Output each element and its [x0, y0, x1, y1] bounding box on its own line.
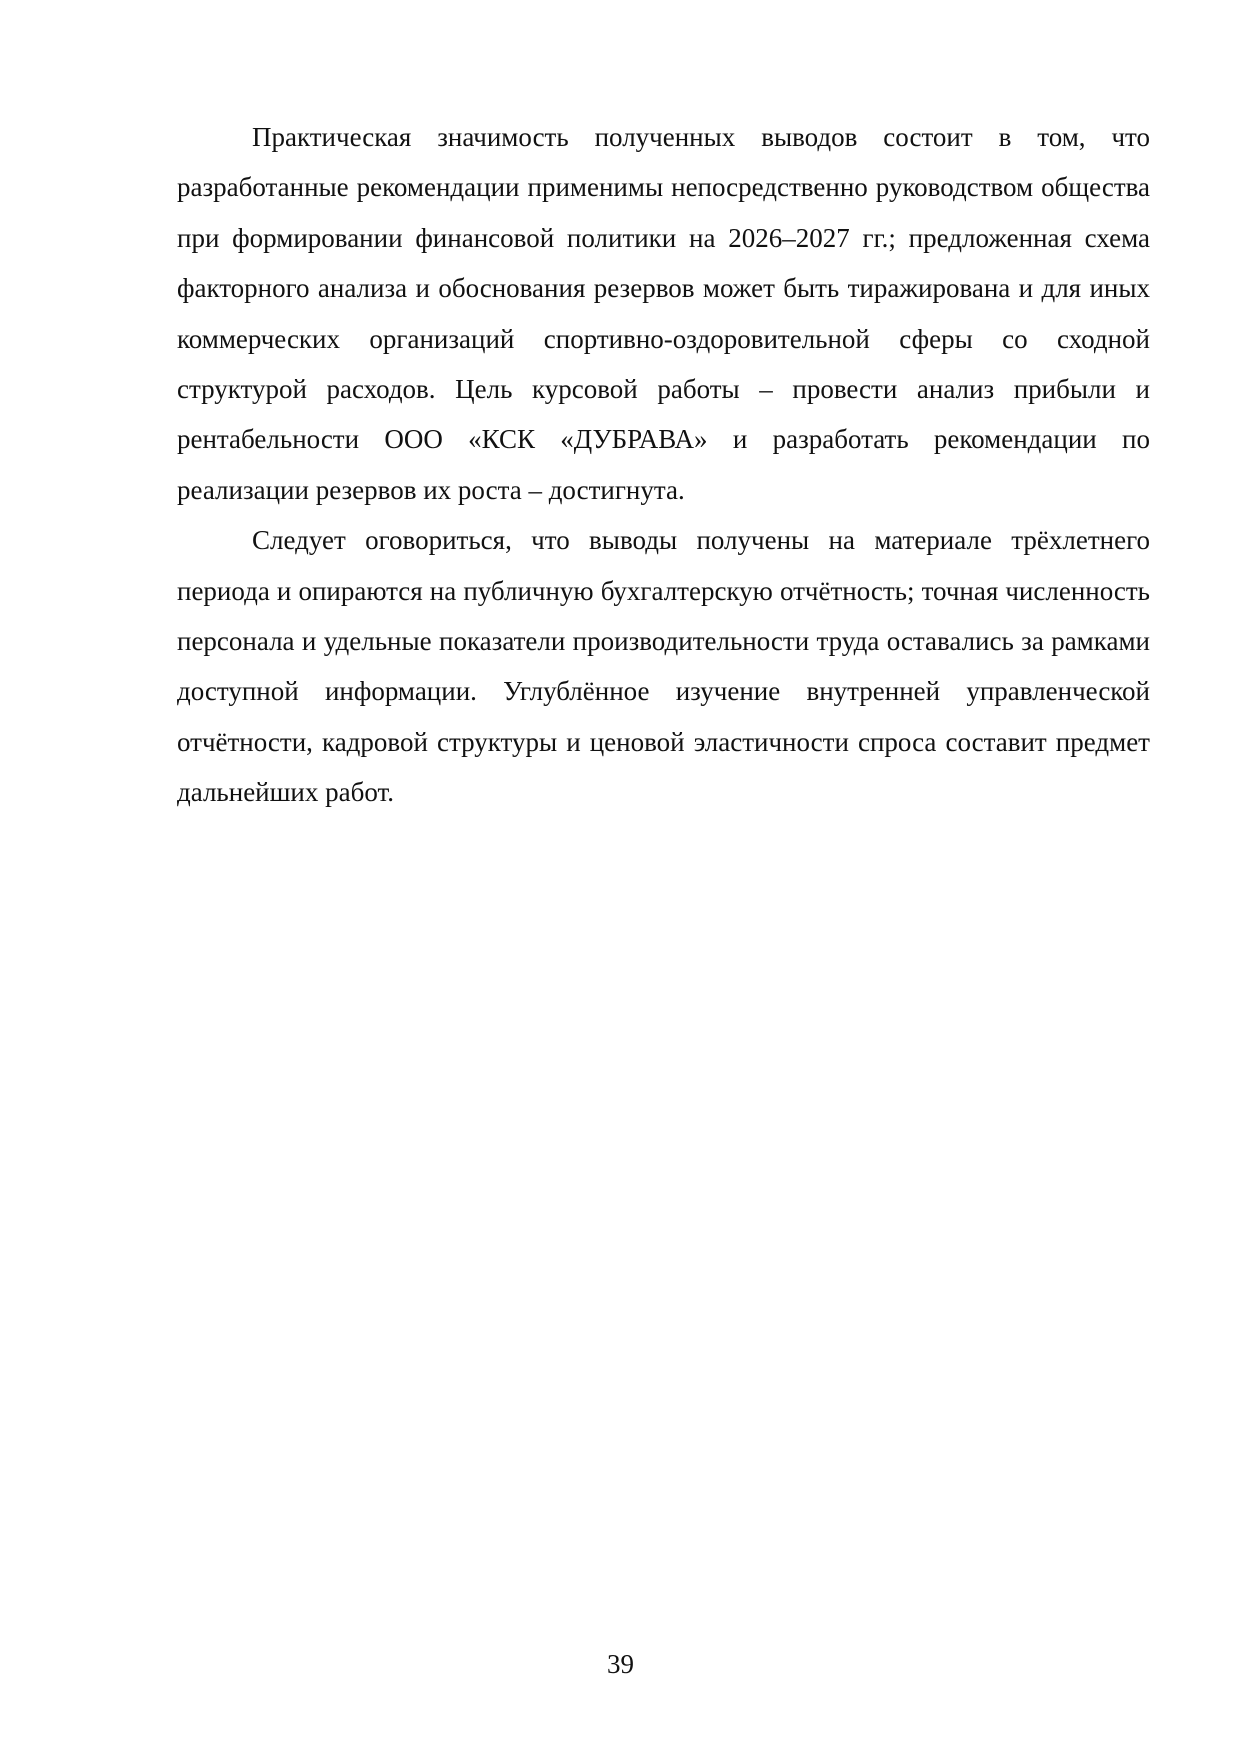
- paragraph-practical-significance: Практическая значимость полученных выводов состоит в том, что разработанные рекомендации применимы непосредственно руководством общества при формировании финансовой политики на 2026–2027 гг.; предложенная схема факторного анализа и обоснования резервов может быть тиражирована и для иных коммерческих организаций спортивно-оздоровительной сферы со сходной структурой расходов. Цель курсовой работы – провести анализ прибыли и рентабельности ООО «КСК «ДУБРАВА» и разработать рекомендации по реализации резервов их роста – достигнута.: [177, 122, 1150, 505]
- body-text: [177, 112, 1150, 818]
- page-number: 39: [607, 1649, 634, 1679]
- paragraph-limitations: Следует оговориться, что выводы получены на материале трёхлетнего периода и опираются на публичную бухгалтерскую отчётность; точная численность персонала и удельные показатели производительности труда оставались за рамками доступной информации. Углублённое изучение внутренней управленческой отчётности, кадровой структуры и ценовой эластичности спроса составит предмет дальнейших работ.: [177, 525, 1150, 808]
